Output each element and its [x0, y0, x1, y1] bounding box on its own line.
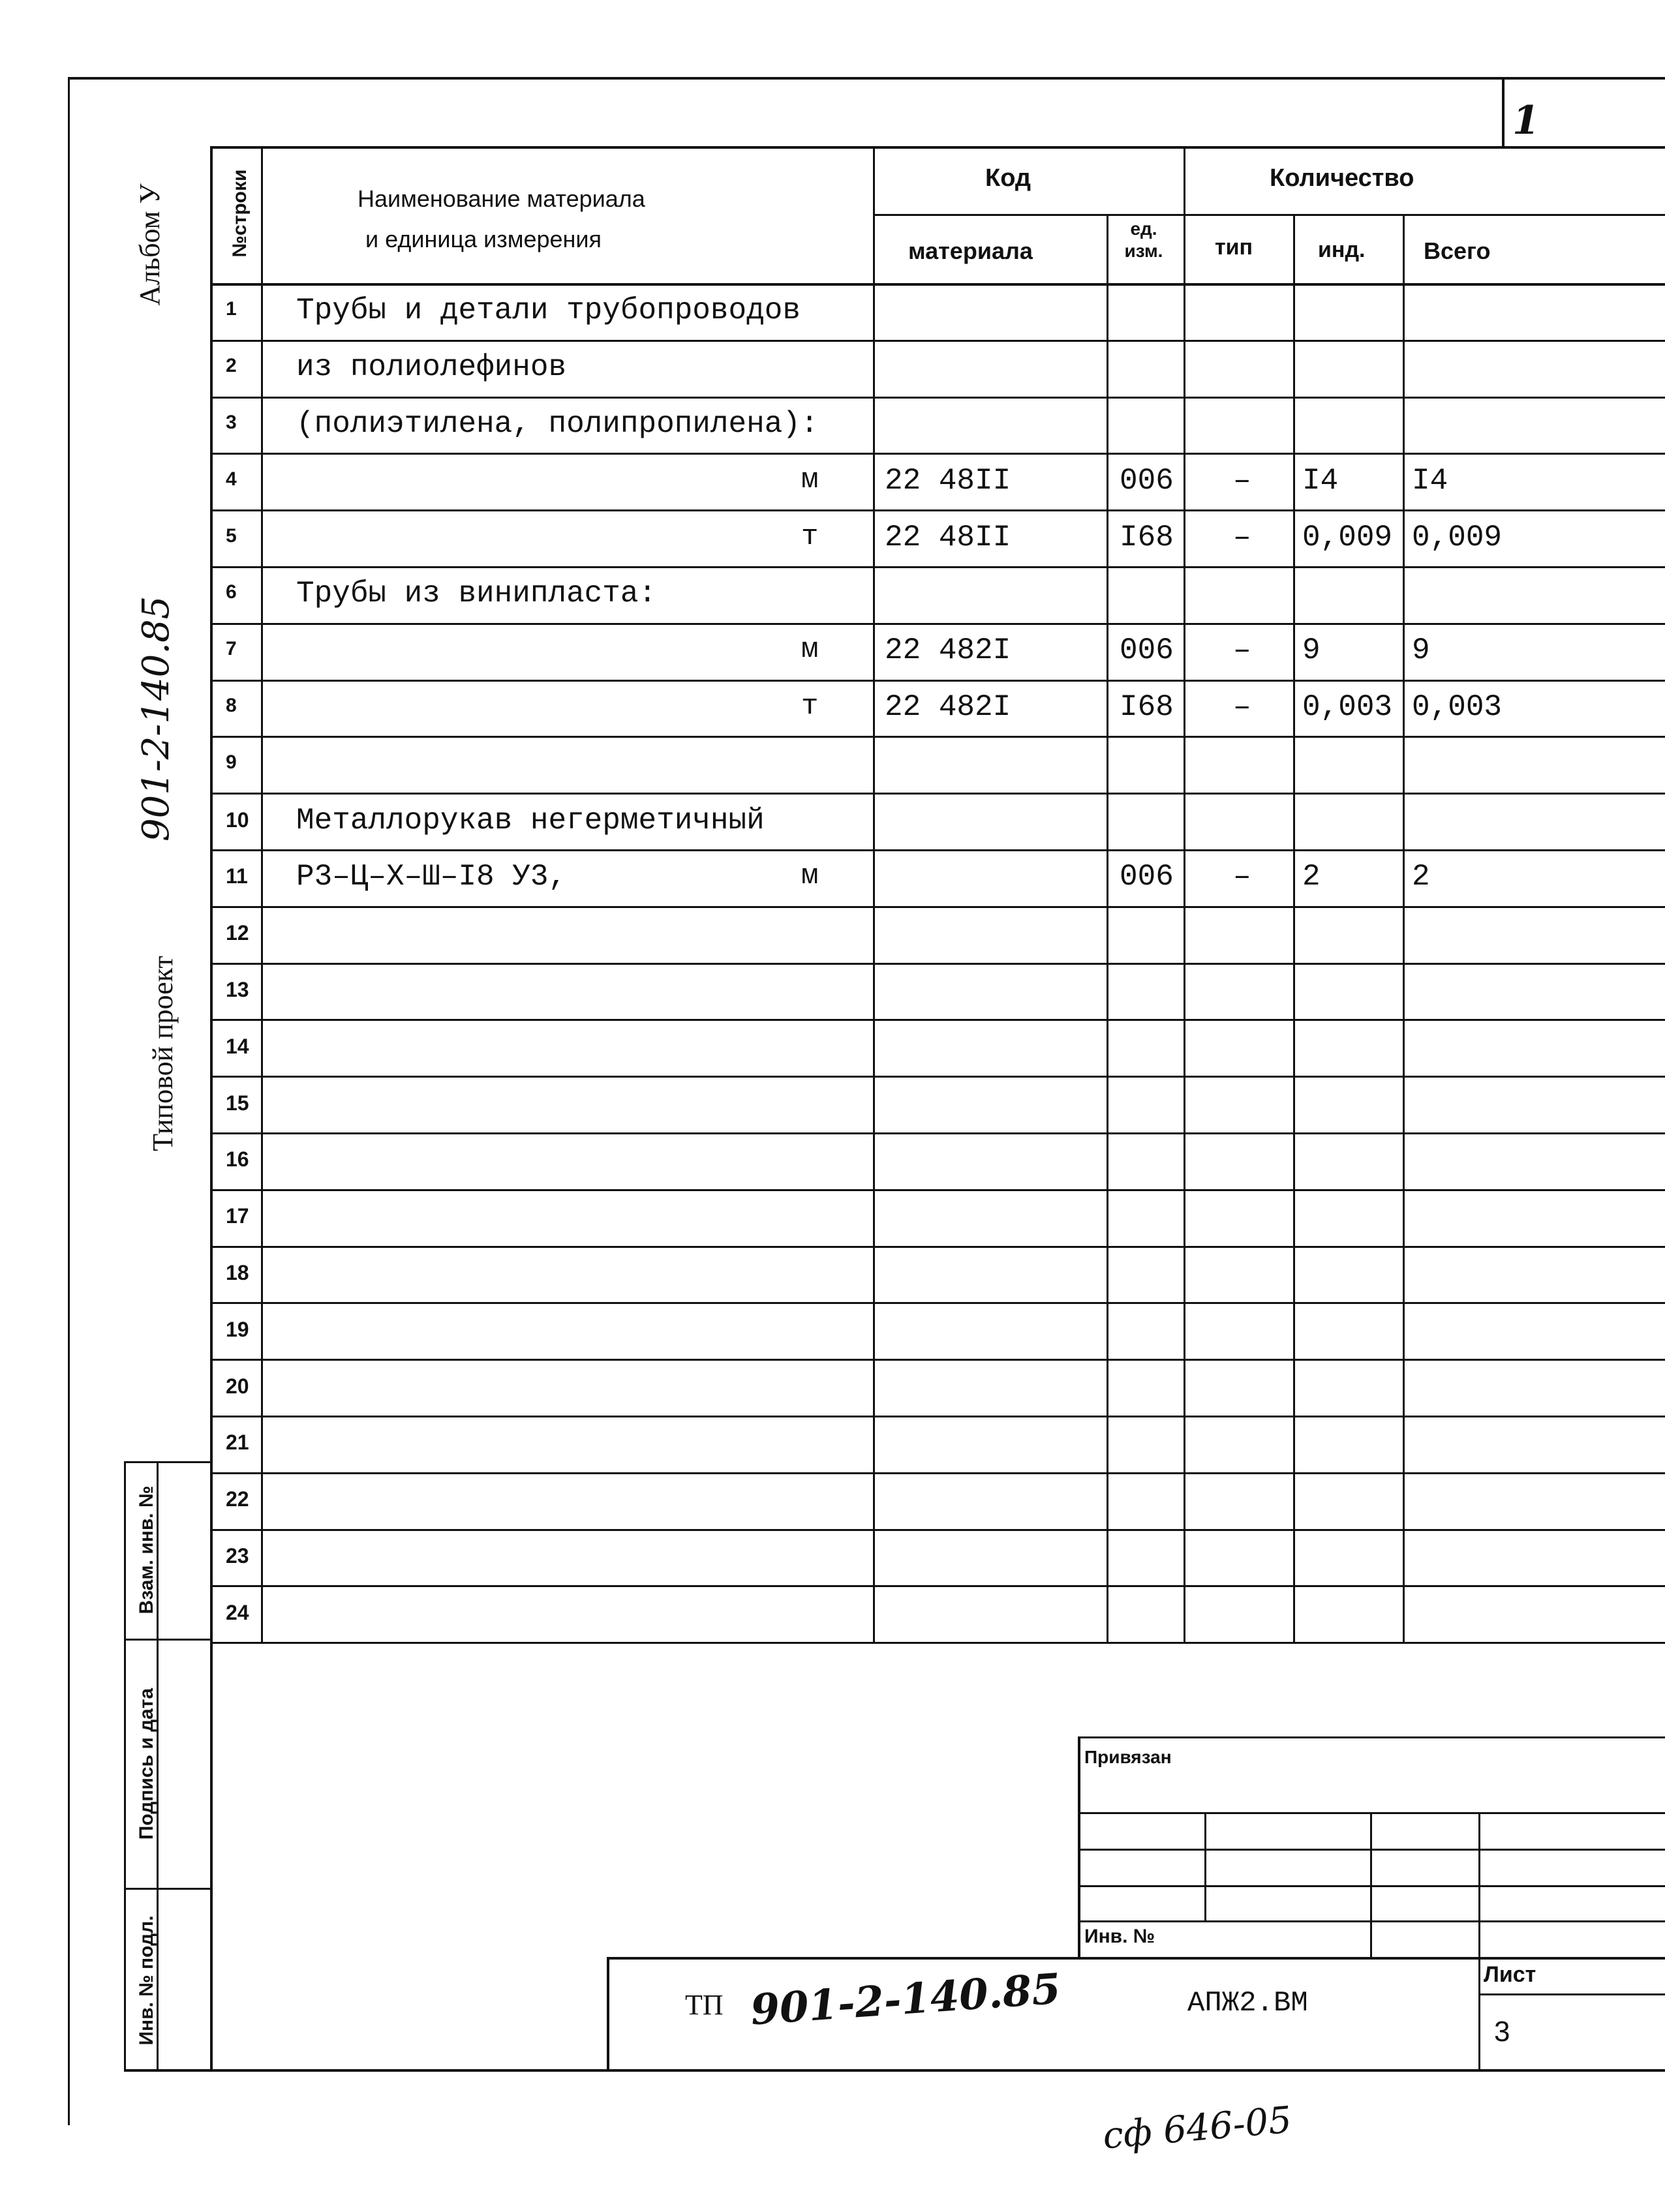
row-number: 23: [226, 1544, 249, 1568]
sheet-box-top: [1478, 1957, 1665, 1960]
side-sign-date-label: Подпись и дата: [136, 1688, 157, 1840]
header-qty-total: Всего: [1424, 237, 1491, 264]
row-qty-type: –: [1233, 463, 1251, 498]
row-qty-type: –: [1233, 860, 1251, 894]
header-name-line2: и единица измерения: [365, 226, 602, 252]
side-project-number: 901-2-140.85: [135, 596, 177, 841]
row-number: 20: [226, 1374, 249, 1398]
corner-mark: 1: [1512, 98, 1540, 144]
corner-box-left: [1502, 77, 1505, 146]
sheet-box-mid: [1478, 1993, 1665, 1995]
row-number: 17: [226, 1204, 249, 1228]
table-row-line: [210, 1132, 1665, 1134]
row-qty-ind: 9: [1302, 633, 1321, 668]
header-row-number: №строки: [229, 169, 251, 258]
table-row-line: [210, 1472, 1665, 1474]
bind-box-top: [1078, 1736, 1665, 1738]
row-number: 18: [226, 1261, 249, 1284]
stamp-sheet-label: Лист: [1484, 1962, 1536, 1987]
row-number: 8: [226, 695, 237, 716]
row-unit: т: [801, 690, 819, 723]
row-number: 14: [226, 1034, 249, 1058]
row-number: 10: [226, 808, 249, 832]
header-quantity: Количество: [1270, 164, 1414, 192]
row-qty-ind: 2: [1302, 860, 1321, 894]
col-line-type: [1293, 214, 1295, 1642]
row-number: 16: [226, 1147, 249, 1172]
table-row-line: [210, 1416, 1665, 1417]
row-number: 6: [226, 581, 237, 603]
table-row-line: [210, 623, 1665, 625]
row-unit-code: I68: [1120, 690, 1174, 724]
header-name-line1: Наименование материала: [358, 185, 645, 212]
row-number: 2: [226, 355, 237, 377]
row-unit: м: [801, 463, 819, 496]
row-material-name: из полиолефинов: [296, 350, 567, 385]
table-row-line: [210, 566, 1665, 568]
table-row-line: [210, 963, 1665, 965]
table-row-line: [210, 680, 1665, 682]
table-row-line: [210, 849, 1665, 851]
row-unit-code: I68: [1120, 520, 1174, 554]
header-qty-ind: инд.: [1318, 237, 1366, 262]
row-number: 22: [226, 1487, 249, 1511]
stamp-tp-number: 901-2-140.85: [748, 1964, 1063, 2035]
stamp-bound-label: Привязан: [1084, 1747, 1172, 1767]
bind-box-v1: [1204, 1812, 1206, 1922]
row-qty-ind: 0,003: [1302, 690, 1393, 724]
row-material-name: Трубы из винипласта:: [296, 577, 657, 611]
bind-box-left: [1078, 1736, 1080, 1960]
side-box-top: [124, 1461, 211, 1463]
row-number: 9: [226, 751, 237, 773]
table-row-line: [210, 793, 1665, 795]
row-number: 7: [226, 638, 237, 660]
col-line-unit: [1184, 146, 1185, 1642]
frame-left-line: [68, 77, 70, 2125]
stamp-tp-prefix: ТП: [685, 1989, 724, 2021]
row-number: 24: [226, 1600, 249, 1624]
row-unit-code: 006: [1120, 860, 1174, 894]
table-row-line: [210, 397, 1665, 399]
row-qty-total: 0,009: [1412, 520, 1503, 554]
row-qty-ind: 0,009: [1302, 520, 1393, 554]
bind-box-v2: [1370, 1812, 1372, 1960]
row-number: 5: [226, 524, 237, 547]
table-row-line: [210, 1246, 1665, 1248]
row-material-name: Металлорукав негерметичный: [296, 803, 765, 838]
row-number: 4: [226, 468, 237, 490]
frame-inner-left-line: [210, 146, 213, 2072]
table-top-line: [210, 146, 1665, 149]
row-material-code: 22 482I: [885, 633, 1011, 668]
row-number: 11: [226, 864, 248, 888]
table-row-line: [210, 509, 1665, 511]
stamp-left-v: [607, 1957, 609, 2070]
col-line-rowno: [261, 146, 263, 1642]
stamp-inv-label: Инв. №: [1084, 1926, 1155, 1947]
stamp-doc-code: АПЖ2.ВМ: [1187, 1987, 1308, 2020]
row-qty-ind: I4: [1302, 463, 1339, 498]
table-row-line: [210, 736, 1665, 738]
footer-note: сф 646-05: [1101, 2098, 1294, 2158]
row-number: 1: [226, 298, 237, 320]
side-box-div1: [124, 1639, 211, 1641]
table-row-line: [210, 1302, 1665, 1304]
row-qty-total: 9: [1412, 633, 1430, 668]
stamp-top-left: [607, 1957, 1481, 1960]
col-line-ind: [1403, 214, 1405, 1642]
header-bottom-line: [210, 283, 1665, 286]
header-code: Код: [985, 164, 1031, 192]
side-album-label: Альбом У: [134, 183, 166, 306]
header-code-unit-text: ед. изм.: [1124, 219, 1163, 261]
row-unit: т: [801, 520, 819, 553]
table-row-line: [210, 1019, 1665, 1021]
frame-top-line: [68, 77, 1665, 80]
header-qty-type: тип: [1215, 235, 1253, 260]
table-row-line: [210, 1529, 1665, 1531]
row-qty-type: –: [1233, 520, 1251, 554]
table-row-line: [210, 906, 1665, 908]
table-row-line: [210, 1642, 1665, 1644]
table-row-line: [210, 340, 1665, 342]
row-material-code: 22 48II: [885, 520, 1011, 554]
row-qty-total: I4: [1412, 463, 1448, 498]
row-unit-code: 006: [1120, 633, 1174, 668]
row-material-code: 22 482I: [885, 690, 1011, 724]
row-unit-code: 006: [1120, 463, 1174, 498]
row-number: 19: [226, 1317, 249, 1341]
frame-bottom-line: [124, 2069, 1665, 2072]
col-line-name: [873, 146, 875, 1642]
row-qty-type: –: [1233, 633, 1251, 668]
row-number: 3: [226, 412, 237, 433]
side-project-label: Типовой проект: [147, 956, 179, 1151]
table-row-line: [210, 1359, 1665, 1361]
header-code-unit: [1109, 218, 1178, 262]
table-row-line: [210, 1585, 1665, 1587]
row-number: 15: [226, 1091, 249, 1115]
stamp-sheet-number: 3: [1494, 2016, 1510, 2048]
bind-box-v3: [1478, 1812, 1480, 2072]
row-unit: м: [801, 860, 819, 893]
row-material-name: Р3–Ц–Х–Ш–I8 У3,: [296, 860, 567, 894]
row-material-name: (полиэтилена, полипропилена):: [296, 407, 819, 441]
table-row-line: [210, 453, 1665, 455]
row-unit: м: [801, 633, 819, 667]
side-inv-zam-label: Взам. инв. №: [136, 1485, 157, 1614]
row-material-name: Трубы и детали трубопроводов: [296, 294, 801, 328]
header-code-material: материала: [908, 237, 1033, 264]
col-line-material: [1107, 214, 1108, 1642]
row-qty-total: 2: [1412, 860, 1430, 894]
row-number: 13: [226, 978, 249, 1001]
row-number: 12: [226, 921, 249, 945]
header-mid-line: [873, 214, 1665, 216]
table-row-line: [210, 1076, 1665, 1078]
row-qty-type: –: [1233, 690, 1251, 724]
side-inv-podl-label: Инв. № подл.: [136, 1915, 157, 2046]
side-box-left: [124, 1461, 126, 2072]
row-material-code: 22 48II: [885, 463, 1011, 498]
row-number: 21: [226, 1431, 249, 1455]
table-row-line: [210, 1189, 1665, 1191]
row-qty-total: 0,003: [1412, 690, 1503, 724]
